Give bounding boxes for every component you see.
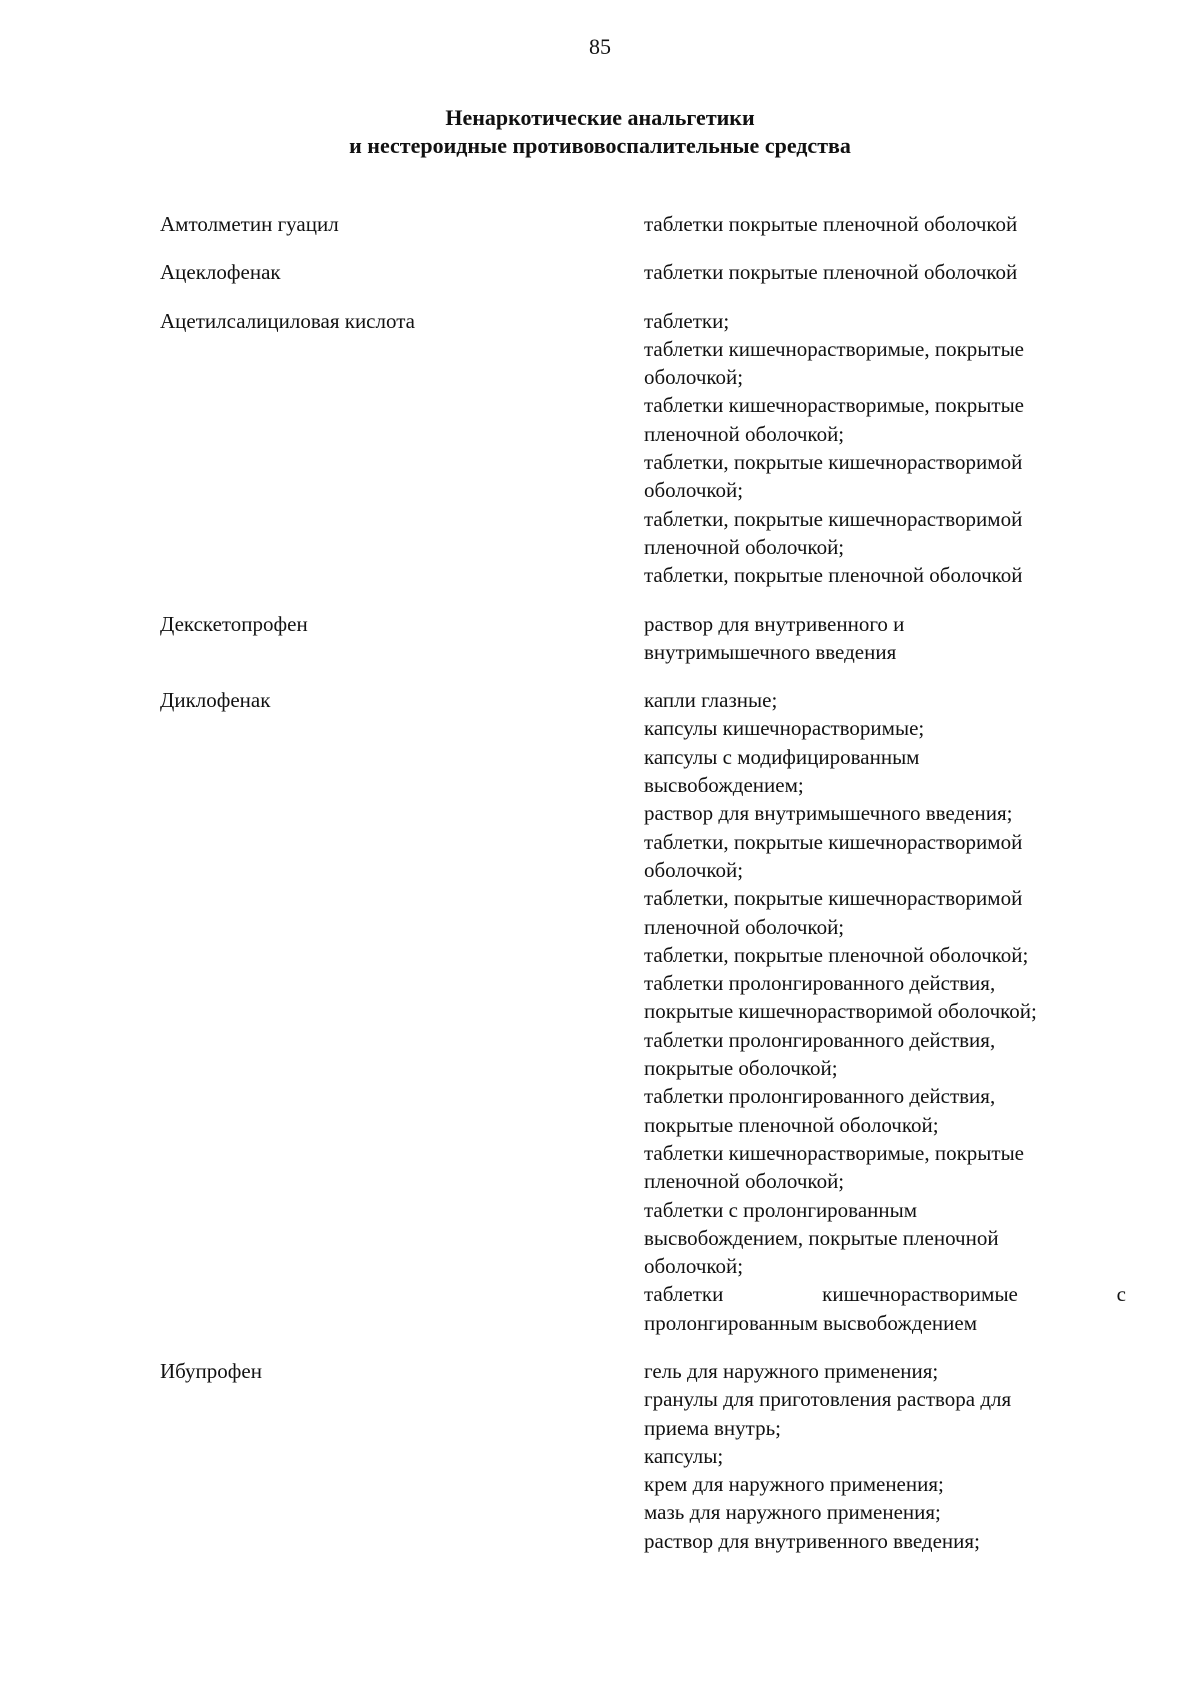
- dosage-form: оболочкой;: [644, 478, 744, 503]
- dosage-form: внутримышечного введения: [644, 639, 897, 664]
- justified-word: с: [1116, 1282, 1126, 1307]
- drug-row-acetylsalicylic-acid: [160, 307, 1120, 590]
- dosage-form: покрытые кишечнорастворимой оболочкой;: [644, 999, 1037, 1024]
- heading-line-1: Ненаркотические анальгетики: [445, 105, 755, 130]
- drug-name: Ацеклофенак: [160, 260, 281, 285]
- dosage-form: покрытые оболочкой;: [644, 1056, 838, 1081]
- drug-row-ibuprofen: [160, 1357, 1120, 1555]
- drug-row-diclofenac: [160, 686, 1126, 1337]
- dosage-form: таблетки, покрытые кишечнорастворимой: [644, 450, 1023, 475]
- dosage-form: таблетки кишечнорастворимые, покрытые: [644, 1140, 1024, 1165]
- dosage-form-justified: [644, 1280, 1126, 1308]
- dosage-forms: [644, 258, 1120, 286]
- dosage-form: таблетки;: [644, 308, 730, 333]
- drug-name: Ибупрофен: [160, 1358, 262, 1383]
- dosage-form: таблетки покрытые пленочной оболочкой: [644, 212, 1018, 236]
- dosage-form: таблетки, покрытые кишечнорастворимой: [644, 506, 1023, 531]
- dosage-form: пролонгированным высвобождением: [644, 1310, 977, 1335]
- dosage-form: пленочной оболочкой;: [644, 914, 845, 939]
- dosage-form: таблетки кишечнорастворимые, покрытые: [644, 393, 1024, 418]
- drug-row-dexketoprofen: [160, 610, 1120, 667]
- dosage-forms: [644, 1357, 1120, 1555]
- justified-word: таблетки: [644, 1282, 724, 1307]
- dosage-form: таблетки пролонгированного действия,: [644, 971, 996, 996]
- dosage-form: пленочной оболочкой;: [644, 534, 845, 559]
- dosage-form: раствор для внутривенного введения;: [644, 1528, 980, 1553]
- dosage-form: капсулы кишечнорастворимые;: [644, 716, 925, 741]
- dosage-form: таблетки покрытые пленочной оболочкой: [644, 260, 1018, 285]
- dosage-forms: [644, 610, 1120, 667]
- drug-table: [160, 210, 1126, 1555]
- drug-name: Ацетилсалициловая кислота: [160, 308, 415, 333]
- dosage-form: оболочкой;: [644, 857, 744, 882]
- dosage-form: таблетки, покрытые кишечнорастворимой: [644, 886, 1023, 911]
- drug-row-aceclofenac: [160, 258, 1120, 286]
- justified-word: кишечнорастворимые: [822, 1282, 1018, 1307]
- dosage-form: раствор для внутримышечного введения;: [644, 801, 1013, 826]
- drug-name: Диклофенак: [160, 688, 271, 713]
- dosage-form: таблетки пролонгированного действия,: [644, 1084, 996, 1109]
- dosage-form: оболочкой;: [644, 365, 744, 390]
- dosage-form: капли глазные;: [644, 688, 778, 713]
- dosage-form: высвобождением, покрытые пленочной: [644, 1225, 999, 1250]
- dosage-form: таблетки, покрытые пленочной оболочкой;: [644, 942, 1029, 967]
- dosage-form: гранулы для приготовления раствора для: [644, 1387, 1012, 1412]
- dosage-form: капсулы с модифицированным: [644, 744, 920, 769]
- dosage-form: капсулы;: [644, 1443, 724, 1468]
- heading-line-2: и нестероидные противовоспалительные средства: [349, 133, 851, 158]
- dosage-forms: [644, 686, 1126, 1337]
- section-heading: [0, 104, 1200, 160]
- dosage-form: таблетки, покрытые пленочной оболочкой: [644, 563, 1023, 588]
- drug-row-amtolmetin: [160, 210, 1120, 238]
- dosage-form: раствор для внутривенного и: [644, 611, 905, 636]
- dosage-form: таблетки с пролонгированным: [644, 1197, 918, 1222]
- page-number: 85: [589, 34, 611, 59]
- dosage-form: таблетки, покрытые кишечнорастворимой: [644, 829, 1023, 854]
- dosage-form: покрытые пленочной оболочкой;: [644, 1112, 939, 1137]
- dosage-form: гель для наружного применения;: [644, 1358, 939, 1383]
- dosage-form: пленочной оболочкой;: [644, 1169, 845, 1194]
- dosage-form: мазь для наружного применения;: [644, 1500, 941, 1525]
- dosage-form: пленочной оболочкой;: [644, 421, 845, 446]
- dosage-form: крем для наружного применения;: [644, 1472, 944, 1497]
- dosage-forms: [644, 307, 1120, 590]
- drug-name: Декскетопрофен: [160, 611, 308, 636]
- drug-name: Амтолметин гуацил: [160, 212, 339, 236]
- dosage-form: приема внутрь;: [644, 1415, 782, 1440]
- dosage-form: таблетки кишечнорастворимые, покрытые: [644, 336, 1024, 361]
- dosage-form: оболочкой;: [644, 1254, 744, 1279]
- dosage-forms: [644, 210, 1120, 238]
- dosage-form: таблетки пролонгированного действия,: [644, 1027, 996, 1052]
- dosage-form: высвобождением;: [644, 773, 804, 798]
